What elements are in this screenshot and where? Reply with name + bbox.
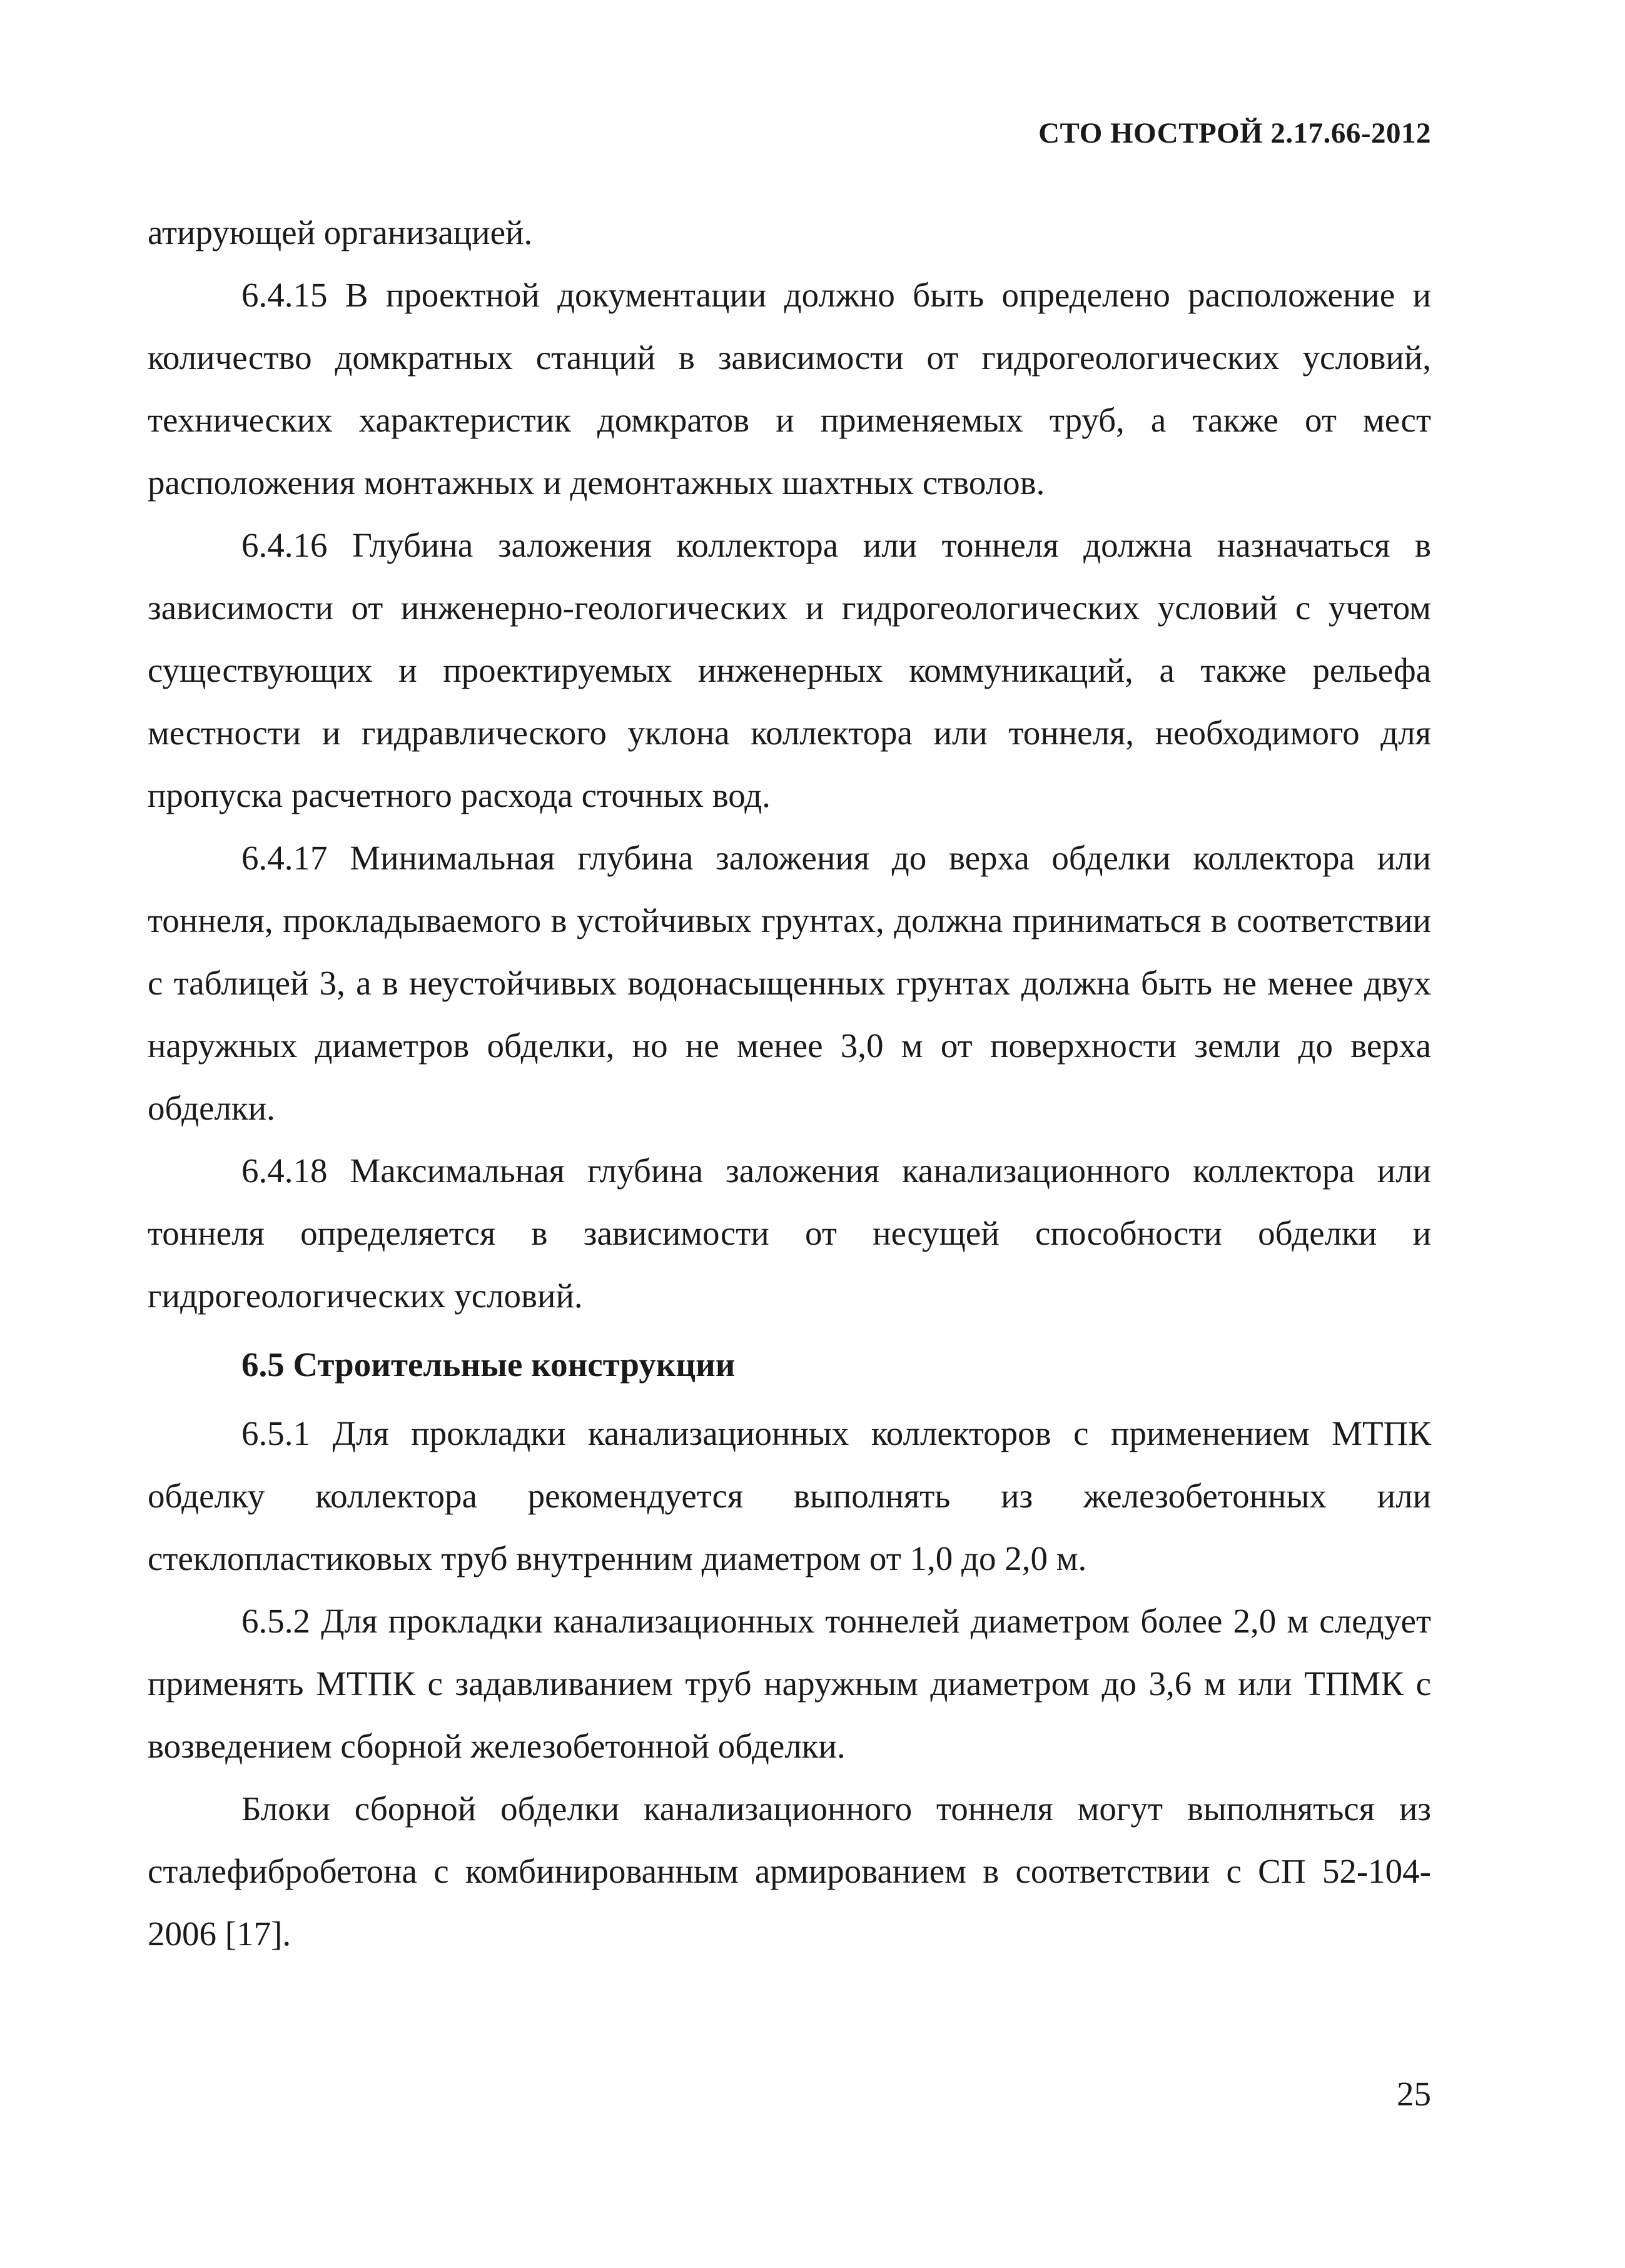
paragraph-6-4-15: 6.4.15 В проектной документации должно быть определено расположение и количество домкратных станций в зависимости от гидрогеологических условий, технических характеристик домкратов и применяемых труб, а также от мест расположения монтажных и демонтажных шахтных стволов.: [148, 276, 1431, 502]
page-number: 25: [1397, 2075, 1431, 2113]
section-heading-6-5: 6.5 Строительные конструкции: [241, 1345, 736, 1384]
document-body: [148, 201, 1431, 1965]
paragraph-6-5-2: 6.5.2 Для прокладки канализационных тоннелей диаметром более 2,0 м следует применять МТПК с задавливанием труб наружным диаметром до 3,6 м или ТПМК с возведением сборной железобетонной обделки.: [148, 1602, 1431, 1765]
paragraph-blocks: Блоки сборной обделки канализационного тоннеля могут выполняться из сталефибробетона с комбинированным армированием в соответствии с СП 52-104-2006 [17].: [148, 1790, 1431, 1953]
paragraph-6-4-16: 6.4.16 Глубина заложения коллектора или тоннеля должна назначаться в зависимости от инженерно-геологических и гидрогеологических условий с учетом существующих и проектируемых инженерных коммуникаций, а также рельефа местности и гидравлического уклона коллектора или тоннеля, необходимого для пропуска расчетного расхода сточных вод.: [148, 526, 1431, 814]
document-code-header: СТО НОСТРОЙ 2.17.66-2012: [1038, 117, 1431, 149]
paragraph-continuation: атирующей организацией.: [148, 213, 533, 251]
paragraph-6-4-18: 6.4.18 Максимальная глубина заложения канализационного коллектора или тоннеля определяется в зависимости от несущей способности обделки и гидрогеологических условий.: [148, 1152, 1431, 1315]
paragraph-6-4-17: 6.4.17 Минимальная глубина заложения до верха обделки коллектора или тоннеля, прокладываемого в устойчивых грунтах, должна приниматься в соответствии с таблицей 3, а в неустойчивых водонасыщенных грунтах должна быть не менее двух наружных диаметров обделки, но не менее 3,0 м от поверхности земли до верха обделки.: [148, 839, 1431, 1127]
paragraph-6-5-1: 6.5.1 Для прокладки канализационных коллекторов с применением МТПК обделку коллектора рекомендуется выполнять из железобетонных или стеклопластиковых труб внутренним диаметром от 1,0 до 2,0 м.: [148, 1414, 1431, 1577]
